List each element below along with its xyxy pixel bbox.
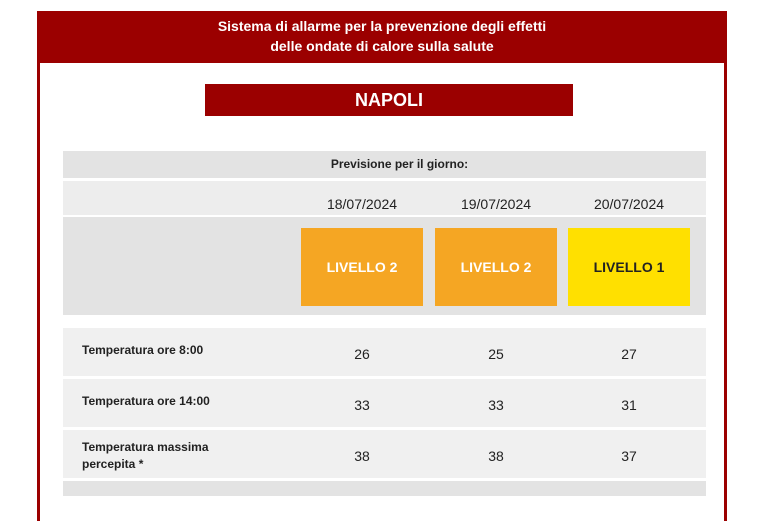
level-badge-day-1: LIVELLO 2 (301, 228, 423, 306)
header-title-line1: Sistema di allarme per la prevenzione degli effetti (217, 18, 547, 34)
city-title: NAPOLI (205, 84, 573, 116)
date-day-2: 19/07/2024 (460, 196, 532, 212)
bulletin-header (40, 11, 724, 63)
row-label-line1: Temperatura massima (82, 440, 209, 454)
cell-value: 33 (488, 397, 504, 413)
row-label-temp-8: Temperatura ore 8:00 (82, 343, 204, 357)
cell-value: 25 (488, 346, 504, 362)
level-badge-day-3: LIVELLO 1 (568, 228, 690, 306)
cell-value: 31 (621, 397, 637, 413)
header-title-line2: delle ondate di calore sulla salute (270, 38, 494, 54)
date-day-3: 20/07/2024 (593, 196, 665, 212)
row-label-line2: percepita * (82, 457, 144, 471)
bulletin-frame (37, 11, 727, 521)
levels-row (63, 217, 706, 315)
date-day-1: 18/07/2024 (326, 196, 398, 212)
cell-value: 26 (354, 346, 370, 362)
level-badge-day-2: LIVELLO 2 (435, 228, 557, 306)
table-row (63, 379, 706, 427)
row-label-perceived-max (82, 439, 262, 473)
table-footer (63, 481, 706, 496)
forecast-header-row (63, 151, 706, 178)
row-label-temp-14: Temperatura ore 14:00 (82, 394, 210, 408)
table-row (63, 430, 706, 478)
cell-value: 37 (621, 448, 637, 464)
cell-value: 27 (621, 346, 637, 362)
forecast-label: Previsione per il giorno: (330, 157, 469, 171)
dates-row (63, 181, 706, 215)
table-row (63, 328, 706, 376)
cell-value: 38 (354, 448, 370, 464)
cell-value: 38 (488, 448, 504, 464)
cell-value: 33 (354, 397, 370, 413)
